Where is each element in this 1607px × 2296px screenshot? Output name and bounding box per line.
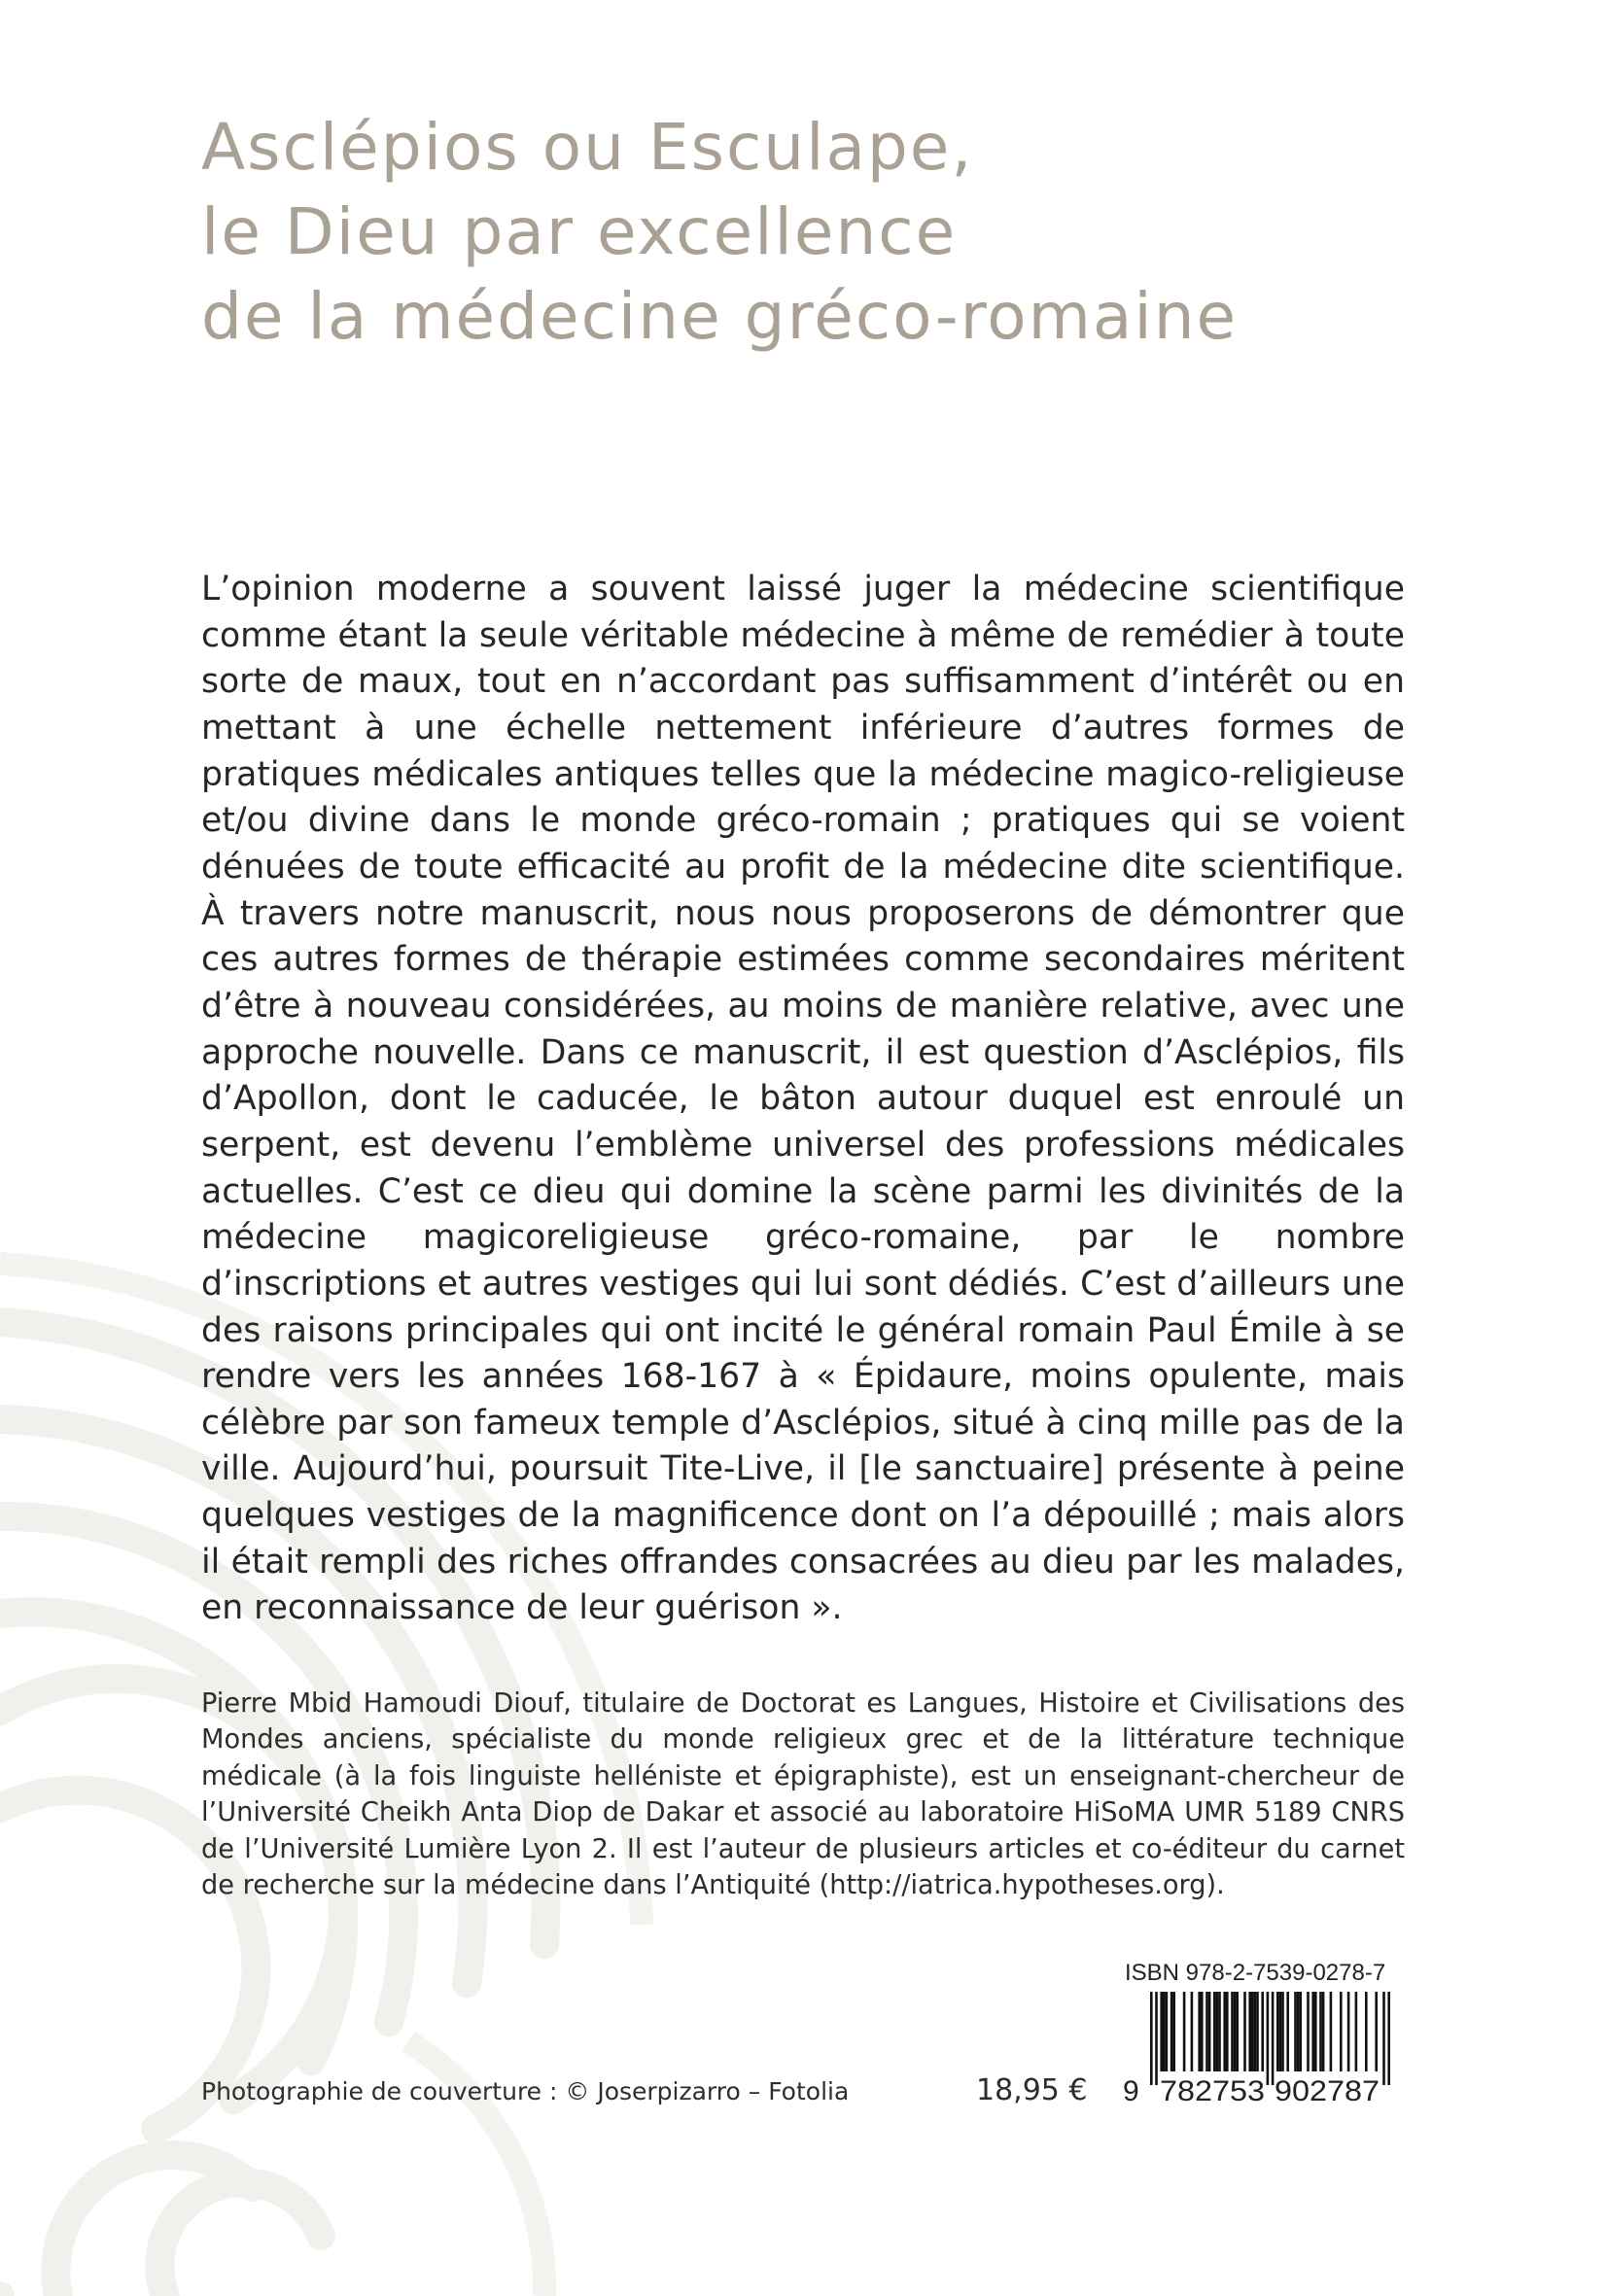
barcode-bar <box>1311 1992 1314 2071</box>
barcode-bar <box>1286 1992 1289 2071</box>
author-bio: Pierre Mbid Hamoudi Diouf, titulaire de Doctorat es Langues, Histoire et Civilisations des Mondes anciens, spécialiste du monde religieux grec et de la littérature technique médicale (à la fois linguiste helléniste et épigraphiste), est un enseignant-chercheur de l’Université Cheikh Anta Diop de Dakar et associé au laboratoire HiSoMA UMR 5189 CNRS de l’Université Lumière Lyon 2. Il est l’auteur de plusieurs articles et co-éditeur du carnet de recherche sur la médecine dans l’Antiquité (http://iatrica.hypotheses.org). <box>201 1688 1405 1901</box>
cover-photo-credit: Photographie de couverture : © Joserpizarro – Fotolia <box>201 2077 850 2105</box>
barcode-bar <box>1340 1992 1343 2071</box>
barcode-bar <box>1330 1992 1333 2071</box>
barcode-bar <box>1375 1992 1378 2071</box>
barcode-bar <box>1299 1992 1302 2071</box>
isbn-label: ISBN 978-2-7539-0278-7 <box>1125 1960 1386 1986</box>
barcode-bar <box>1322 1992 1325 2071</box>
barcode-bar <box>1198 1992 1201 2071</box>
barcode-bar <box>1297 1992 1300 2071</box>
barcode-bar <box>1279 1992 1282 2071</box>
barcode-bar <box>1223 1992 1226 2071</box>
barcode-bar <box>1218 1992 1221 2071</box>
barcode-bars <box>1150 1992 1390 2085</box>
book-summary: L’opinion moderne a souvent laissé juger la médecine scientifique comme étant la seule véritable médecine à même de remédier à toute sorte de maux, tout en n’accordant pas suffisamment d’intérêt ou en mettant à une échelle nettement inférieure d’autres formes de pratiques médicales antiques telles que la médecine magico-religieuse et/ou divine dans le monde gréco-romain ; pratiques qui se voient dénuées de toute efficacité au profit de la médecine dite scientifique. À travers notre manuscrit, nous nous proposerons de démontrer que ces autres formes de thérapie estimées comme secondaires méritent d’être à nouveau considérées, au moins de manière relative, avec une approche nouvelle. Dans ce manuscrit, il est question d’Asclépios, fils d’Apollon, dont le caducée, le bâton autour duquel est enroulé un serpent, est devenu l’emblème universel des professions médicales actuelles. C’est ce dieu qui domine la scène parmi les divinités de la médecine magicoreligieuse gréco-romaine, par le nombre d’inscriptions et autres vestiges qui lui sont dédiés. C’est d’ailleurs une des raisons principales qui ont incité le général romain Paul Émile à se rendre vers les années 168-167 à « Épidaure, moins opulente, mais célèbre par son fameux temple d’Asclépios, situé à cinq mille pas de la ville. Aujourd’hui, poursuit Tite-Live, il [le sanctuaire] présente à peine quelques vestiges de la magnificence dont on l’a dépouillé ; mais alors il était rempli des riches offrandes consacrées au dieu par les malades, en reconnaissance de leur guérison ». <box>201 570 1405 1628</box>
barcode-bar <box>1183 1992 1186 2071</box>
barcode-digits-right: 902787 <box>1275 2075 1380 2105</box>
barcode-bar <box>1150 1992 1153 2085</box>
barcode-bar <box>1276 1992 1279 2071</box>
barcode-bar <box>1172 1992 1175 2071</box>
barcode-bar <box>1191 1992 1194 2071</box>
barcode-bar <box>1281 1992 1284 2071</box>
barcode-bar <box>1272 1992 1275 2085</box>
book-title <box>201 105 1465 359</box>
barcode-bar <box>1170 1992 1173 2071</box>
barcode-bar <box>1166 1992 1169 2071</box>
isbn-block <box>1121 1960 1392 2105</box>
price: 18,95 € <box>976 2073 1088 2107</box>
barcode-bar <box>1307 1992 1310 2071</box>
barcode-bar <box>1216 1992 1219 2071</box>
title-line-1: Asclépios ou Esculape, <box>201 110 974 185</box>
barcode-bar <box>1248 1992 1251 2071</box>
barcode-bar <box>1365 1992 1368 2071</box>
barcode-bar <box>1355 1992 1358 2071</box>
barcode-bar <box>1208 1992 1211 2071</box>
barcode-bar <box>1160 1992 1163 2071</box>
barcode-digits-left: 782753 <box>1160 2075 1265 2105</box>
barcode-bar <box>1256 1992 1259 2071</box>
barcode-bar <box>1201 1992 1204 2071</box>
barcode-bar <box>1314 1992 1317 2071</box>
title-line-3: de la médecine gréco-romaine <box>201 279 1239 354</box>
barcode-bar <box>1226 1992 1229 2071</box>
barcode-bar <box>1251 1992 1254 2071</box>
barcode-bar <box>1261 1992 1264 2071</box>
barcode-bar <box>1294 1992 1297 2071</box>
barcode-bar <box>1205 1992 1208 2071</box>
barcode-bar <box>1387 1992 1390 2085</box>
barcode-bar <box>1231 1992 1234 2071</box>
barcode-bar <box>1234 1992 1237 2071</box>
barcode-bar <box>1236 1992 1239 2071</box>
barcode-bar <box>1155 1992 1158 2085</box>
barcode-bar <box>1243 1992 1246 2071</box>
barcode-bar <box>1267 1992 1270 2085</box>
barcode-bar <box>1213 1992 1216 2071</box>
barcode <box>1121 1992 1392 2105</box>
barcode-digit-lead: 9 <box>1123 2075 1139 2105</box>
barcode-bar <box>1254 1992 1257 2071</box>
title-line-2: le Dieu par excellence <box>201 194 958 269</box>
barcode-bar <box>1347 1992 1350 2071</box>
barcode-bar <box>1163 1992 1166 2071</box>
barcode-bar <box>1319 1992 1322 2071</box>
barcode-bar <box>1382 1992 1385 2085</box>
